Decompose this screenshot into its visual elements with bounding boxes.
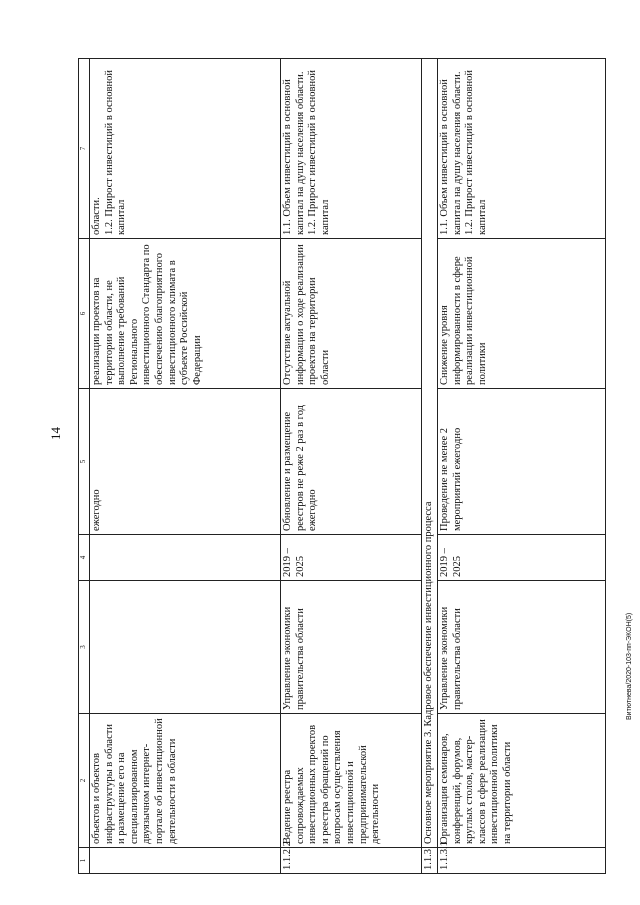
cell-activity: объектов и объектов инфраструктуры в области и размещение его на специализированном двуязычном интернет-портале об инвестиционной деятельности в области bbox=[90, 714, 281, 848]
cell-consequences: Снижение уровня информированности в сфере реализации инвестиционной политики bbox=[438, 239, 606, 389]
col-header-1: 1 bbox=[79, 848, 90, 874]
cell-indicators: области. 1.2. Прирост инвестиций в основной капитал bbox=[90, 59, 281, 239]
rotated-table-area bbox=[78, 59, 626, 874]
cell-number: 1.1.2.2 bbox=[281, 848, 422, 874]
table-row-continuation bbox=[90, 59, 281, 874]
cell-period: 2019 – 2025 bbox=[281, 535, 422, 581]
cell-consequences: реализации проектов на территории области, не выполнение требований Регионального инвестиционного Стандарта по обеспечению благоприятного инвестиционного климата в субъекте Российской Федерации bbox=[90, 239, 281, 389]
col-header-6: 6 bbox=[79, 239, 90, 389]
page-number: 14 bbox=[48, 427, 63, 440]
cell-activity: Ведение реестра сопровождаемых инвестиционных проектов и реестра обращений по вопросам осуществления инвестиционной и предпринимательской деятельности bbox=[281, 714, 422, 848]
footer-reference: Витютнева/2020-103-пп-ЭКОН(5) bbox=[626, 612, 633, 720]
col-header-2: 2 bbox=[79, 714, 90, 848]
col-header-4: 4 bbox=[79, 535, 90, 581]
col-header-7: 7 bbox=[79, 59, 90, 239]
cell-number: 1.1.3 bbox=[422, 848, 438, 874]
cell-period bbox=[90, 535, 281, 581]
cell-consequences: Отсутствие актуальной информации о ходе реализации проектов на территории области bbox=[281, 239, 422, 389]
cell-result: Проведение не менее 2 мероприятий ежегодно bbox=[438, 389, 606, 535]
col-header-3: 3 bbox=[79, 581, 90, 714]
cell-number: 1.1.3.1 bbox=[438, 848, 606, 874]
cell-activity: Организация семинаров, конференций, форумов, круглых столов, мастер-классов в сфере реализации инвестиционной политики на территории области bbox=[438, 714, 606, 848]
table-row-1-1-3-1 bbox=[438, 59, 606, 874]
cell-indicators: 1.1. Объем инвестиций в основной капитал на душу населения области. 1.2. Прирост инвестиций в основной капитал bbox=[281, 59, 422, 239]
cell-responsible: Управление экономики правительства области bbox=[281, 581, 422, 714]
cell-period: 2019 – 2025 bbox=[438, 535, 606, 581]
program-table bbox=[78, 58, 606, 874]
cell-result: Обновление и размещение реестров не реже 2 раз в год ежегодно bbox=[281, 389, 422, 535]
header-row bbox=[79, 59, 90, 874]
table-row-1-1-3 bbox=[422, 59, 438, 874]
cell-indicators: 1.1. Объем инвестиций в основной капитал на душу населения области. 1.2. Прирост инвестиций в основной капитал bbox=[438, 59, 606, 239]
cell-number bbox=[90, 848, 281, 874]
cell-result: ежегодно bbox=[90, 389, 281, 535]
cell-responsible: Управление экономики правительства области bbox=[438, 581, 606, 714]
col-header-5: 5 bbox=[79, 389, 90, 535]
table-row-1-1-2-2 bbox=[281, 59, 422, 874]
cell-responsible bbox=[90, 581, 281, 714]
main-activity-title: Основное мероприятие 3. Кадровое обеспечение инвестиционного процесса bbox=[422, 59, 438, 848]
